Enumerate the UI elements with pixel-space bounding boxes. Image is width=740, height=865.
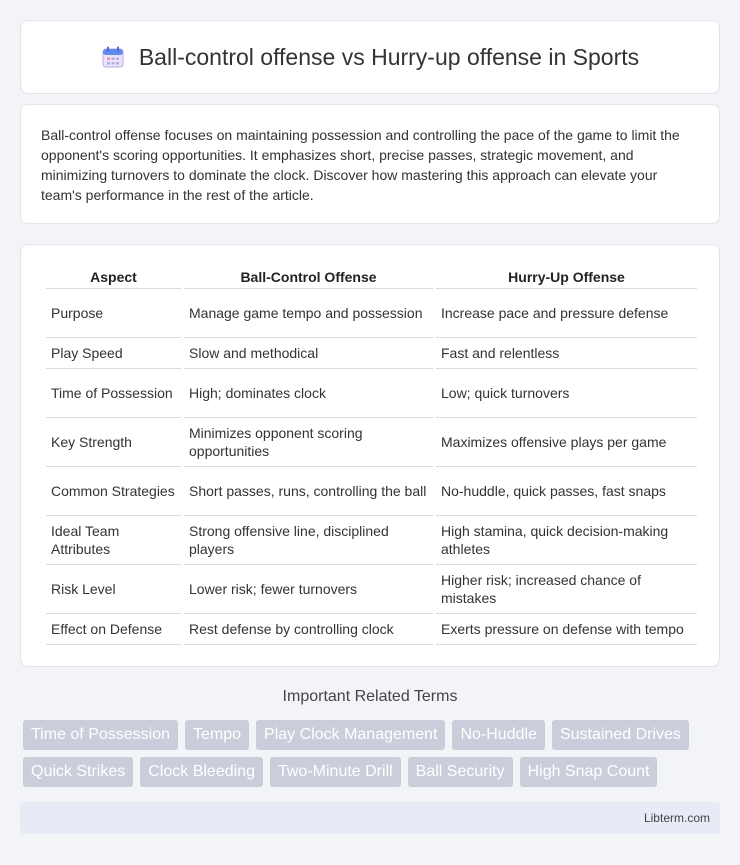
table-cell: Manage game tempo and possession [184, 289, 433, 338]
tag-play-clock-management[interactable]: Play Clock Management [256, 720, 445, 750]
footer-site-link[interactable]: Libterm.com [643, 811, 710, 825]
table-cell: Higher risk; increased chance of mistakes [436, 565, 697, 614]
intro-text: Ball-control offense focuses on maintaining possession and controlling the pace of the game to limit the opponent's scoring opportunities. It emphasizes short, precise passes, strategic movement, and minimizing turnovers to dominate the clock. Discover how mastering this approach can elevate your team's performance in the rest of the article. [41, 127, 680, 203]
table-cell: Short passes, runs, controlling the ball [184, 467, 433, 516]
tag-row [23, 720, 723, 750]
table-cell: Ideal Team Attributes [46, 516, 181, 565]
tag-time-of-possession[interactable]: Time of Possession [23, 720, 178, 750]
table-row [46, 614, 697, 645]
table-cell: Effect on Defense [46, 614, 181, 645]
header-hurry-up: Hurry-Up Offense [436, 263, 697, 289]
table-cell: Slow and methodical [184, 338, 433, 369]
tag-no-huddle[interactable]: No-Huddle [452, 720, 544, 750]
page-title: Ball-control offense vs Hurry-up offense in Sports [138, 43, 640, 70]
comparison-card [20, 244, 720, 667]
table-cell: Exerts pressure on defense with tempo [436, 614, 697, 645]
table-cell: Increase pace and pressure defense [436, 289, 697, 338]
table-row [46, 338, 697, 369]
table-row [46, 516, 697, 565]
table-cell: High stamina, quick decision-making athletes [436, 516, 697, 565]
tag-quick-strikes[interactable]: Quick Strikes [23, 757, 133, 787]
table-cell: Rest defense by controlling clock [184, 614, 433, 645]
table-cell: Strong offensive line, disciplined players [184, 516, 433, 565]
calendar-icon [101, 45, 125, 69]
header-aspect: Aspect [46, 263, 181, 289]
table-cell: Lower risk; fewer turnovers [184, 565, 433, 614]
table-cell: Minimizes opponent scoring opportunities [184, 418, 433, 467]
tag-tempo[interactable]: Tempo [185, 720, 249, 750]
table-row [46, 467, 697, 516]
related-terms-title: Important Related Terms [282, 688, 458, 705]
intro-card [20, 104, 720, 224]
table-cell: High; dominates clock [184, 369, 433, 418]
table-cell: No-huddle, quick passes, fast snaps [436, 467, 697, 516]
table-cell: Time of Possession [46, 369, 181, 418]
comparison-table [43, 263, 700, 645]
tag-clock-bleeding[interactable]: Clock Bleeding [140, 757, 263, 787]
title-card [20, 20, 720, 94]
table-cell: Maximizes offensive plays per game [436, 418, 697, 467]
table-cell: Key Strength [46, 418, 181, 467]
table-cell: Purpose [46, 289, 181, 338]
tag-sustained-drives[interactable]: Sustained Drives [552, 720, 689, 750]
table-header-row [46, 263, 697, 289]
header-ball-control: Ball-Control Offense [184, 263, 433, 289]
table-cell: Low; quick turnovers [436, 369, 697, 418]
table-cell: Fast and relentless [436, 338, 697, 369]
table-row [46, 418, 697, 467]
related-terms [23, 720, 723, 794]
table-cell: Risk Level [46, 565, 181, 614]
table-row [46, 565, 697, 614]
table-cell: Common Strategies [46, 467, 181, 516]
footer [20, 802, 720, 834]
table-row [46, 289, 697, 338]
tag-row [23, 757, 723, 787]
table-row [46, 369, 697, 418]
tag-two-minute-drill[interactable]: Two-Minute Drill [270, 757, 401, 787]
table-cell: Play Speed [46, 338, 181, 369]
tag-ball-security[interactable]: Ball Security [408, 757, 513, 787]
tag-high-snap-count[interactable]: High Snap Count [520, 757, 658, 787]
